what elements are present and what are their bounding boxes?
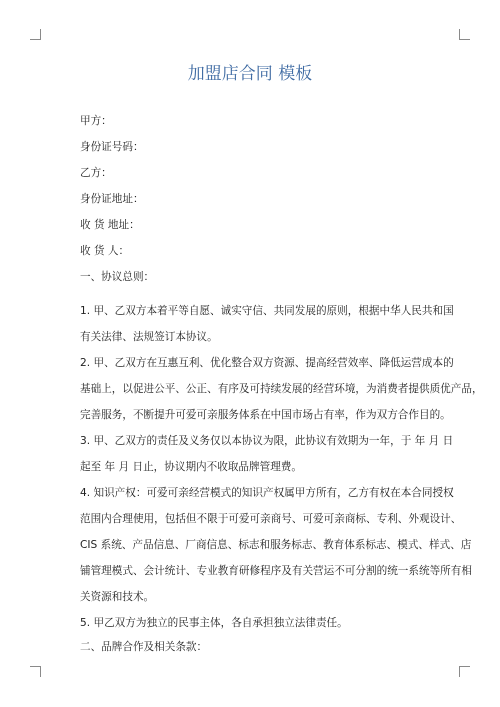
crop-mark-bottom-right <box>459 666 470 677</box>
field-id-number: 身份证号码： <box>80 141 144 153</box>
clause-line: 起至 年 月 日止，协议期内不收取品牌管理费。 <box>80 461 302 473</box>
field-delivery-address: 收 货 地址： <box>80 219 140 231</box>
clause-line: 完善服务，不断提升可爱可亲服务体系在中国市场占有率，作为双方合作目的。 <box>80 409 451 421</box>
document-body <box>80 112 483 664</box>
field-party-a: 甲方： <box>80 115 112 127</box>
clause-line: 3. 甲、乙双方的责任及义务仅以本协议为限，此协议有效期为一年，于 年 月 日 <box>80 435 454 447</box>
field-recipient: 收 货 人： <box>80 245 130 257</box>
clause-line: 有关法律、法规签订本协议。 <box>80 331 218 343</box>
clause-line: 基础上，以促进公平、公正、有序及可持续发展的经营环境，为消费者提供质优产品， <box>80 383 483 395</box>
clause-line: 关资源和技术。 <box>80 591 155 603</box>
clause-line: 5. 甲乙双方为独立的民事主体，各自承担独立法律责任。 <box>80 617 348 629</box>
field-id-address: 身份证地址： <box>80 193 144 205</box>
clause-line: 2. 甲、乙双方在互惠互利、优化整合双方资源、提高经营效率、降低运营成本的 <box>80 357 454 369</box>
crop-mark-bottom-left <box>30 666 41 677</box>
clause-1 <box>80 298 454 350</box>
crop-mark-top-right <box>459 29 470 40</box>
clause-line: 1. 甲、乙双方本着平等自愿、诚实守信、共同发展的原则，根据中华人民共和国 <box>80 305 454 317</box>
clause-2 <box>80 350 483 428</box>
section-heading-brand: 二、品牌合作及相关条款： <box>80 641 208 653</box>
clause-4 <box>80 480 472 610</box>
crop-mark-top-left <box>30 29 41 40</box>
clause-line: 范围内合理使用，包括但不限于可爱可亲商号、可爱可亲商标、专利、外观设计、 <box>80 513 462 525</box>
document-title: 加盟店合同 模板 <box>187 64 313 84</box>
clause-line: CIS 系统、产品信息、厂商信息、标志和服务标志、教育体系标志、模式、样式、店 <box>80 539 472 551</box>
clause-line: 4. 知识产权：可爱可亲经营模式的知识产权属甲方所有，乙方有权在本合同授权 <box>80 487 454 499</box>
clause-5 <box>80 610 445 636</box>
clause-line: 铺管理模式、会计统计、专业教育研修程序及有关营运不可分割的统一系统等所有相 <box>80 565 472 577</box>
clause-3 <box>80 428 454 480</box>
section-heading-general: 一、协议总则： <box>80 271 155 283</box>
field-party-b: 乙方： <box>80 167 112 179</box>
